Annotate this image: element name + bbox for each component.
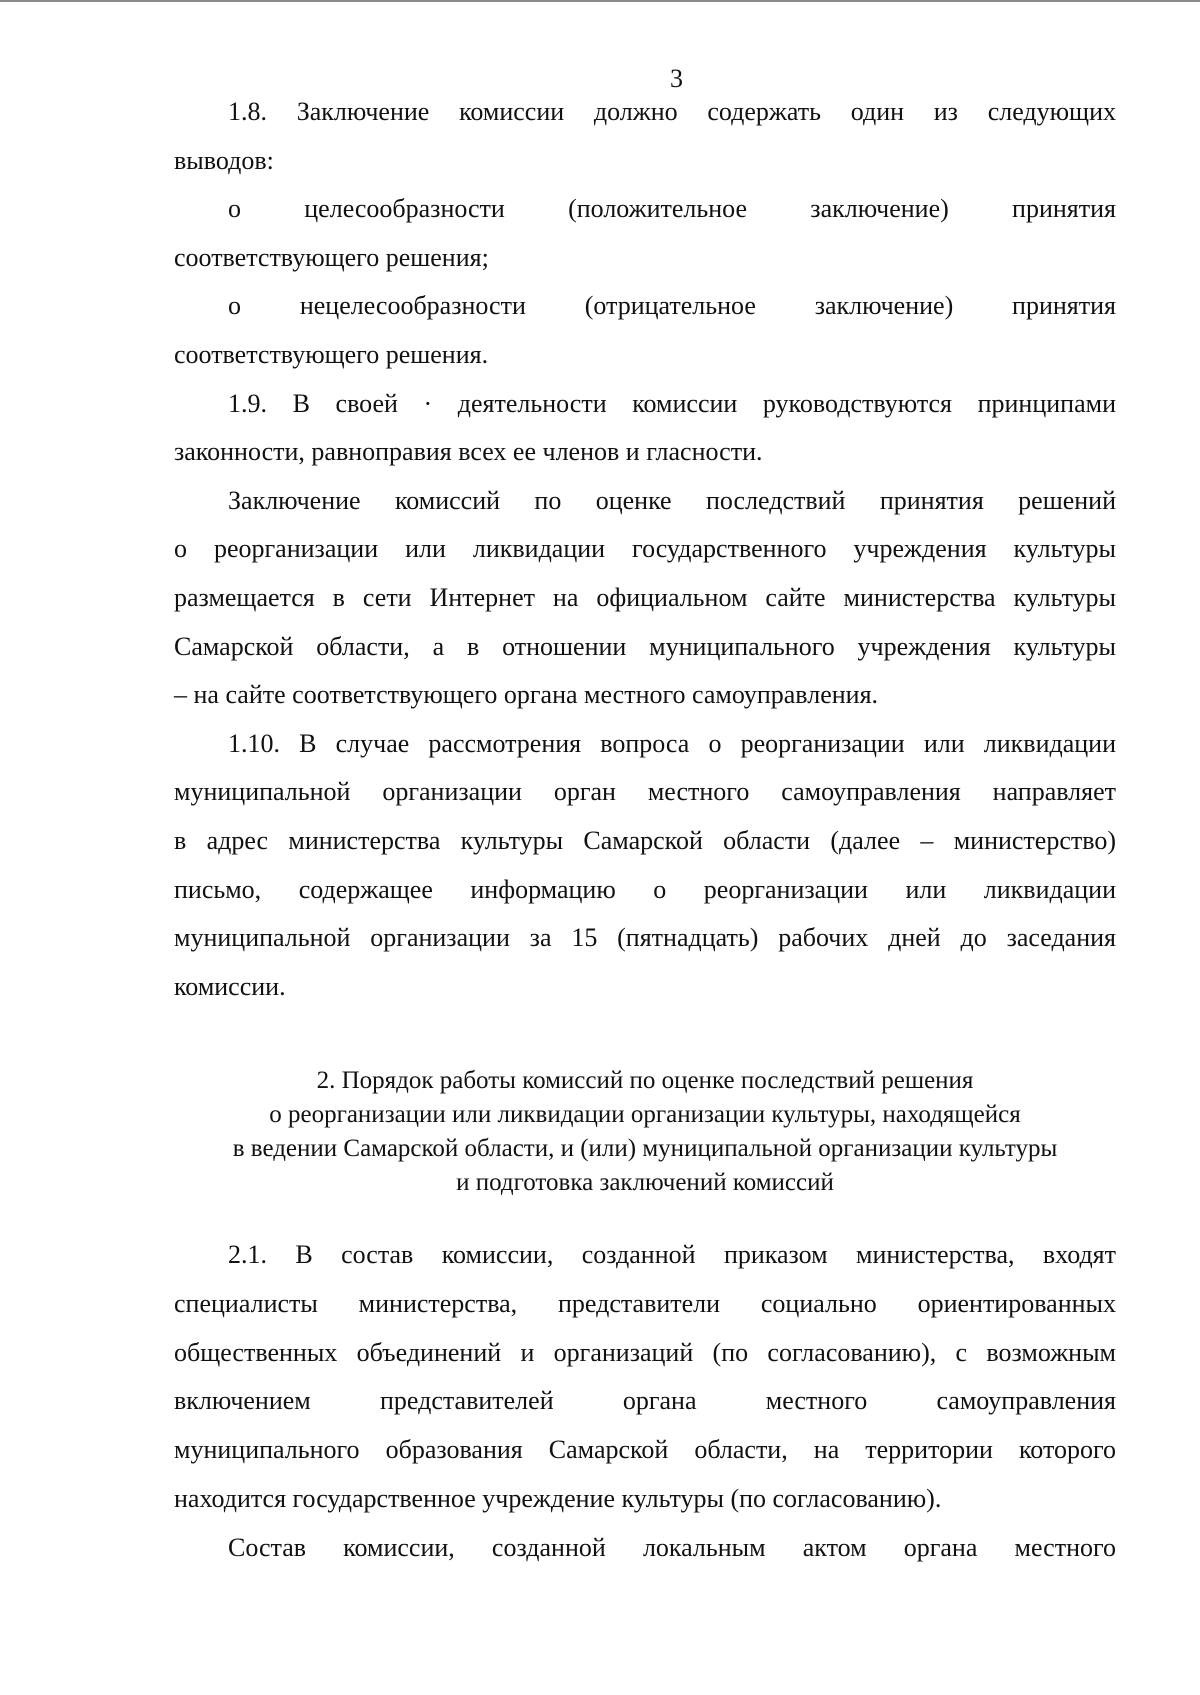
- paragraph-1-10-line-4: письмо, содержащее информацию о реорганизации или ликвидации: [174, 874, 1116, 904]
- paragraph-1-8-line-1: 1.8. Заключение комиссии должно содержать один из следующих: [228, 97, 1116, 126]
- paragraph-conclusion-line-2: о реорганизации или ликвидации государственного учреждения культуры: [174, 534, 1116, 564]
- paragraph-1-10-line-2: муниципальной организации орган местного самоуправления направляет: [174, 777, 1116, 807]
- paragraph-conclusion-line-3: размещается в сети Интернет на официальном сайте министерства культуры: [174, 582, 1116, 612]
- paragraph-1-9-line-1: 1.9. В своей · деятельности комиссии руководствуются принципами: [228, 388, 1116, 418]
- paragraph-1-10-line-5: муниципальной организации за 15 (пятнадцать) рабочих дней до заседания: [174, 923, 1116, 953]
- paragraph-1-9-line-2: законности, равноправия всех ее членов и гласности.: [174, 437, 763, 467]
- paragraph-2-1-line-4: включением представителей органа местного самоуправления: [174, 1386, 1116, 1416]
- paragraph-composition-line-1: Состав комиссии, созданной локальным актом органа местного: [228, 1532, 1116, 1562]
- paragraph-conclusion-line-1: Заключение комиссий по оценке последствий принятия решений: [228, 485, 1116, 515]
- paragraph-1-8-line-2: выводов:: [174, 145, 274, 175]
- paragraph-1-10-line-3: в адрес министерства культуры Самарской области (далее – министерство): [174, 825, 1116, 855]
- page-top-edge: [0, 0, 1200, 2]
- section-2-heading-line-4: и подготовка заключений комиссий: [456, 1169, 834, 1196]
- section-2-heading-line-1: 2. Порядок работы комиссий по оценке последствий решения: [316, 1067, 974, 1094]
- page-number: 3: [670, 64, 683, 93]
- paragraph-1-10-line-6: комиссии.: [174, 971, 286, 1001]
- list-item-inexpedient-line-2: соответствующего решения.: [174, 339, 489, 369]
- list-item-expedient-line-2: соответствующего решения;: [174, 242, 489, 272]
- section-2-body: [174, 1231, 1116, 1573]
- list-item-inexpedient-line-1: о нецелесообразности (отрицательное заключение) принятия: [228, 291, 1116, 321]
- section-2-heading-line-2: о реорганизации или ликвидации организации культуры, находящейся: [269, 1101, 1021, 1128]
- list-item-expedient-line-1: о целесообразности (положительное заключение) принятия: [228, 194, 1116, 224]
- paragraph-2-1-line-3: общественных объединений и организаций (по согласованию), с возможным: [174, 1337, 1116, 1367]
- paragraph-1-10-line-1: 1.10. В случае рассмотрения вопроса о реорганизации или ликвидации: [228, 728, 1116, 758]
- paragraph-2-1-line-5: муниципального образования Самарской области, на территории которого: [174, 1435, 1116, 1465]
- document-body: [174, 88, 1116, 1011]
- paragraph-conclusion-line-4: Самарской области, а в отношении муниципального учреждения культуры: [174, 631, 1116, 661]
- section-2-heading: [174, 1064, 1116, 1200]
- paragraph-conclusion-line-5: – на сайте соответствующего органа местного самоуправления.: [174, 680, 879, 710]
- paragraph-2-1-line-2: специалисты министерства, представители социально ориентированных: [174, 1288, 1116, 1318]
- paragraph-2-1-line-1: 2.1. В состав комиссии, созданной приказом министерства, входят: [228, 1240, 1116, 1269]
- paragraph-2-1-line-6: находится государственное учреждение культуры (по согласованию).: [174, 1483, 942, 1513]
- section-2-heading-line-3: в ведении Самарской области, и (или) муниципальной организации культуры: [232, 1135, 1058, 1162]
